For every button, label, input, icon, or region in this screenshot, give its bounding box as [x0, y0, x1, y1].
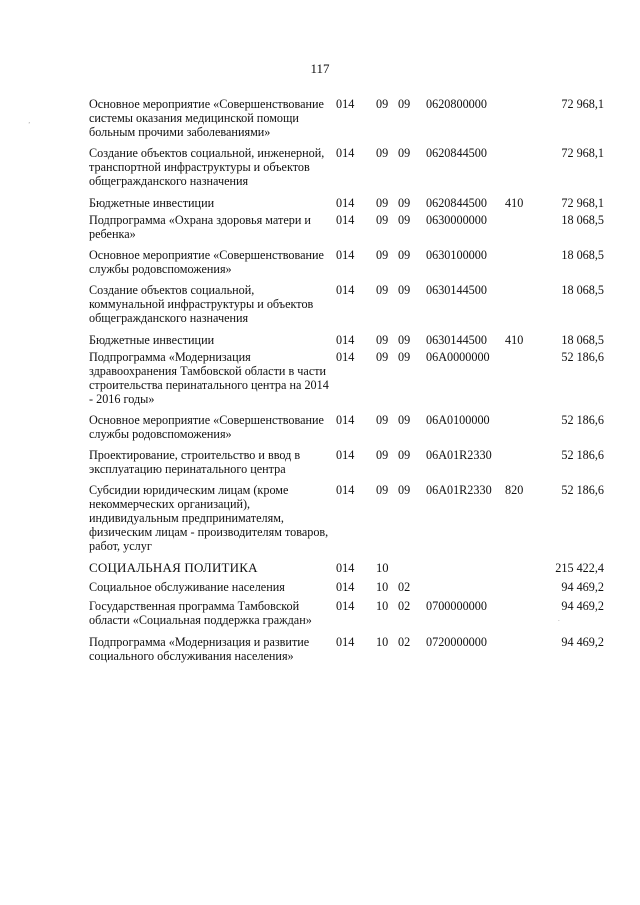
row-amount: 72 968,1 — [561, 97, 604, 111]
table-row — [0, 283, 640, 325]
row-subsection-code: 09 — [398, 448, 411, 462]
table-row — [0, 635, 640, 663]
row-section-code: 10 — [376, 561, 389, 575]
row-amount: 18 068,5 — [561, 283, 604, 297]
row-subsection-code: 09 — [398, 248, 411, 262]
row-target-article-code: 06А0100000 — [426, 413, 490, 427]
row-ved-code: 014 — [336, 213, 355, 227]
table-row — [0, 448, 640, 476]
row-target-article-code: 06А01R2330 — [426, 448, 492, 462]
row-section-code: 09 — [376, 97, 389, 111]
row-ved-code: 014 — [336, 196, 355, 210]
row-subsection-code: 09 — [398, 413, 411, 427]
row-target-article-code: 0620844500 — [426, 196, 487, 210]
page-number: 117 — [310, 61, 330, 76]
row-ved-code: 014 — [336, 561, 355, 575]
row-target-article-code: 0630144500 — [426, 283, 487, 297]
table-row — [0, 580, 640, 594]
row-ved-code: 014 — [336, 635, 355, 649]
row-name: Подпрограмма «Модернизация и развитие социального обслуживания населения» — [89, 635, 310, 663]
table-row — [0, 146, 640, 188]
row-section-code: 09 — [376, 448, 389, 462]
row-name: Подпрограмма «Модернизация здравоохранения Тамбовской области в части строительства перинатального центра на 2014 - 2016 годы» — [89, 350, 329, 406]
row-ved-code: 014 — [336, 599, 355, 613]
table-row — [0, 350, 640, 406]
row-ved-code: 014 — [336, 97, 355, 111]
row-ved-code: 014 — [336, 580, 355, 594]
row-ved-code: 014 — [336, 283, 355, 297]
row-subsection-code: 09 — [398, 146, 411, 160]
table-row-section-heading — [0, 561, 640, 575]
row-amount: 72 968,1 — [561, 146, 604, 160]
row-section-code: 09 — [376, 146, 389, 160]
row-target-article-code: 0630000000 — [426, 213, 487, 227]
row-name: Создание объектов социальной, инженерной, транспортной инфраструктуры и объектов общегражданского назначения — [89, 146, 325, 188]
row-amount: 18 068,5 — [561, 213, 604, 227]
row-section-code: 10 — [376, 599, 389, 613]
row-section-code: 09 — [376, 413, 389, 427]
table-row — [0, 248, 640, 276]
table-row — [0, 413, 640, 441]
row-section-code: 10 — [376, 580, 389, 594]
row-section-code: 09 — [376, 213, 389, 227]
row-amount: 52 186,6 — [561, 483, 604, 497]
row-amount: 52 186,6 — [561, 350, 604, 364]
row-name: Социальное обслуживание населения — [89, 580, 285, 594]
row-name: Проектирование, строительство и ввод в эксплуатацию перинатального центра — [89, 448, 301, 476]
row-amount: 215 422,4 — [555, 561, 604, 575]
row-name: Бюджетные инвестиции — [89, 333, 215, 347]
row-target-article-code: 0720000000 — [426, 635, 487, 649]
row-name: Создание объектов социальной, коммунальной инфраструктуры и объектов общегражданского назначения — [89, 283, 314, 325]
row-section-code: 09 — [376, 483, 389, 497]
row-subsection-code: 02 — [398, 599, 411, 613]
row-section-code: 09 — [376, 248, 389, 262]
row-section-code: 09 — [376, 333, 389, 347]
row-name: Бюджетные инвестиции — [89, 196, 215, 210]
row-ved-code: 014 — [336, 448, 355, 462]
row-name: Основное мероприятие «Совершенствование службы родовспоможения» — [89, 248, 324, 276]
row-name: СОЦИАЛЬНАЯ ПОЛИТИКА — [89, 560, 258, 575]
row-subsection-code: 09 — [398, 213, 411, 227]
row-section-code: 09 — [376, 350, 389, 364]
row-name: Подпрограмма «Охрана здоровья матери и ребенка» — [89, 213, 311, 241]
row-ved-code: 014 — [336, 248, 355, 262]
row-amount: 94 469,2 — [561, 580, 604, 594]
row-ved-code: 014 — [336, 483, 355, 497]
row-subsection-code: 09 — [398, 483, 411, 497]
row-amount: 72 968,1 — [561, 196, 604, 210]
row-subsection-code: 09 — [398, 283, 411, 297]
row-ved-code: 014 — [336, 413, 355, 427]
row-amount: 18 068,5 — [561, 333, 604, 347]
row-section-code: 09 — [376, 283, 389, 297]
table-row — [0, 196, 640, 210]
table-row — [0, 97, 640, 139]
row-expense-type-code: 410 — [505, 196, 524, 210]
row-target-article-code: 0620844500 — [426, 146, 487, 160]
row-expense-type-code: 410 — [505, 333, 524, 347]
table-row — [0, 599, 640, 627]
row-section-code: 10 — [376, 635, 389, 649]
scan-tick-mark: . — [558, 615, 560, 623]
row-subsection-code: 02 — [398, 580, 411, 594]
row-subsection-code: 09 — [398, 333, 411, 347]
table-row — [0, 483, 640, 553]
row-section-code: 09 — [376, 196, 389, 210]
row-target-article-code: 0620800000 — [426, 97, 487, 111]
row-amount: 18 068,5 — [561, 248, 604, 262]
row-subsection-code: 09 — [398, 196, 411, 210]
row-expense-type-code: 820 — [505, 483, 524, 497]
row-ved-code: 014 — [336, 333, 355, 347]
row-target-article-code: 0630144500 — [426, 333, 487, 347]
row-subsection-code: 09 — [398, 97, 411, 111]
row-ved-code: 014 — [336, 350, 355, 364]
row-name: Основное мероприятие «Совершенствование системы оказания медицинской помощи больным прочими заболеваниями» — [89, 97, 324, 139]
row-subsection-code: 02 — [398, 635, 411, 649]
row-ved-code: 014 — [336, 146, 355, 160]
row-amount: 52 186,6 — [561, 413, 604, 427]
row-amount: 52 186,6 — [561, 448, 604, 462]
scan-tick-mark: ’ — [28, 121, 31, 129]
row-target-article-code: 0700000000 — [426, 599, 487, 613]
row-name: Субсидии юридическим лицам (кроме некоммерческих организаций), индивидуальным предпринимателям, физическим лицам - производителям товаров, работ, услуг — [89, 483, 329, 553]
row-target-article-code: 06А0000000 — [426, 350, 490, 364]
budget-table — [0, 90, 640, 663]
row-amount: 94 469,2 — [561, 635, 604, 649]
row-amount: 94 469,2 — [561, 599, 604, 613]
row-target-article-code: 0630100000 — [426, 248, 487, 262]
row-subsection-code: 09 — [398, 350, 411, 364]
row-name: Основное мероприятие «Совершенствование службы родовспоможения» — [89, 413, 324, 441]
row-name: Государственная программа Тамбовской области «Социальная поддержка граждан» — [89, 599, 312, 627]
row-target-article-code: 06А01R2330 — [426, 483, 492, 497]
table-row — [0, 333, 640, 347]
table-row — [0, 213, 640, 241]
